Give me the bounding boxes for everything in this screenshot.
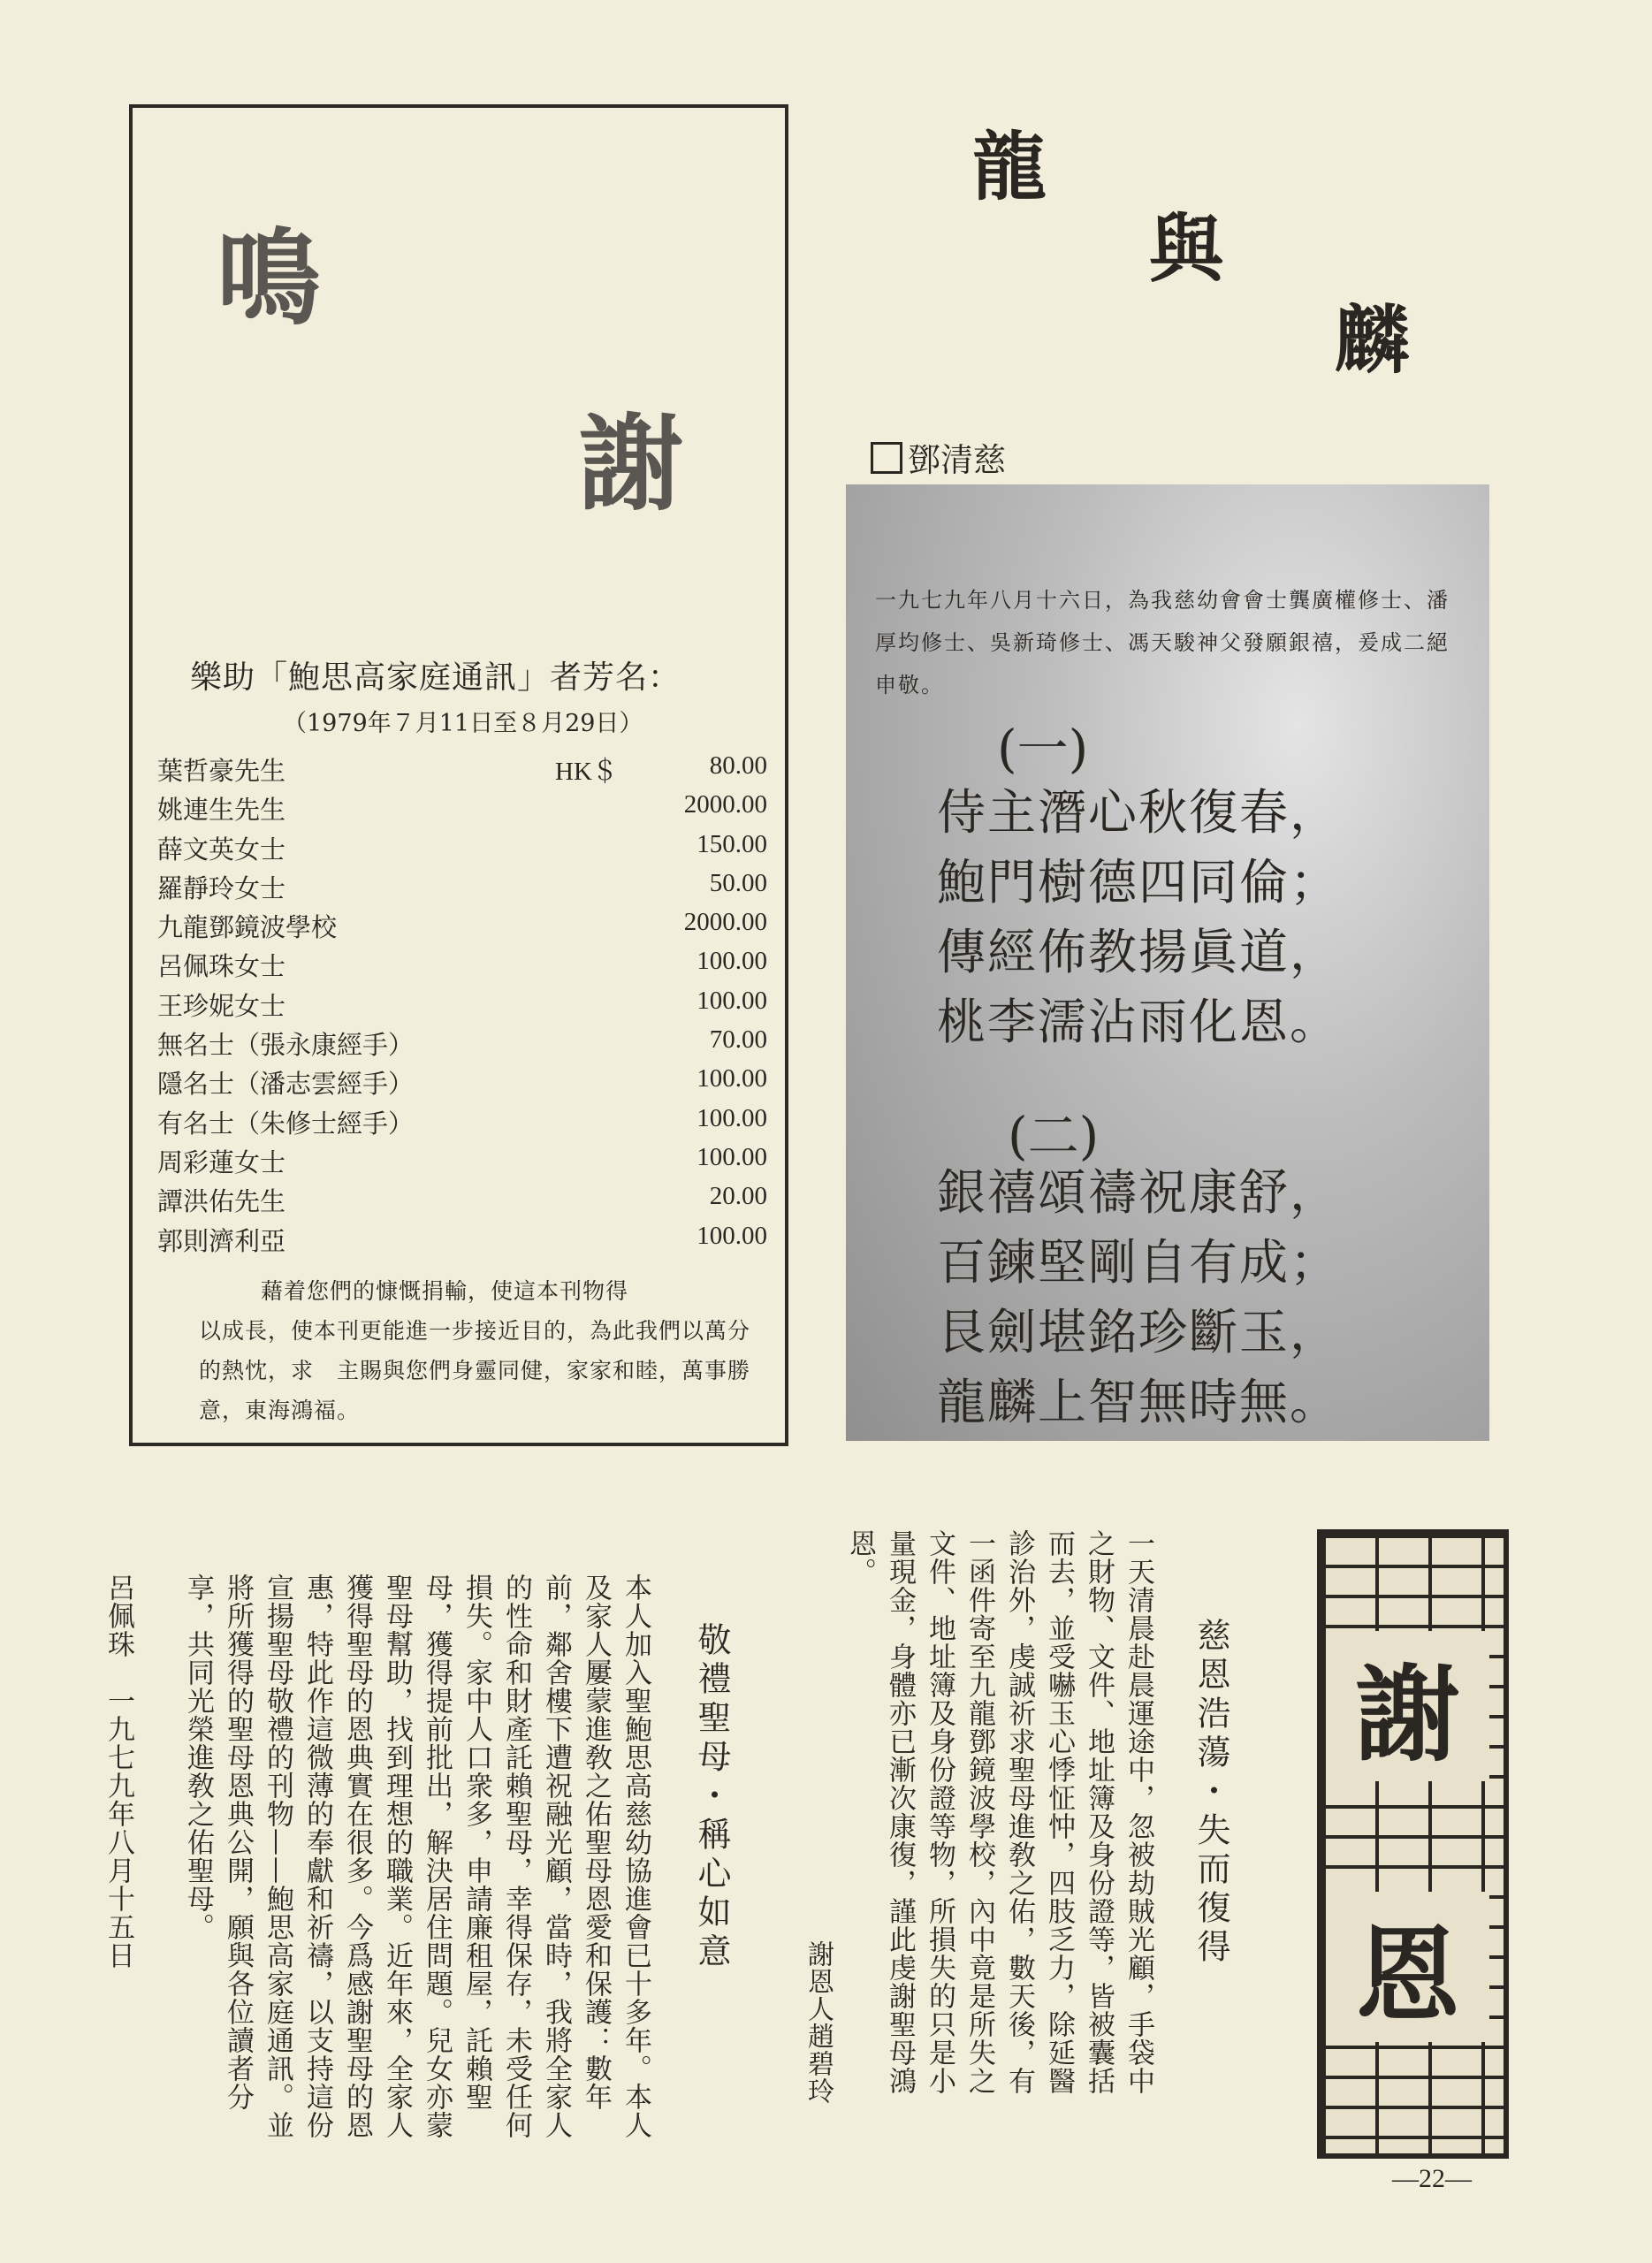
stamp-char-xie: 謝 — [1326, 1631, 1489, 1781]
donor-name: 隱名士（潘志雲經手） — [157, 1069, 415, 1100]
essay-2-signature: 謝恩人趙碧玲 — [803, 1940, 834, 2105]
donor-row — [157, 908, 776, 947]
donor-name: 周彩蓮女士 — [157, 1147, 286, 1177]
donor-row — [157, 1222, 776, 1261]
donor-amount: 20.00 — [709, 1182, 767, 1211]
thanks-note-rest: 以成長，使本刊更能進一步接近目的，為此我們以萬分的熱忱，求 主賜與您們身靈同健，家家和睦，萬事勝意，東海鴻福。 — [199, 1318, 751, 1423]
thanks-note — [199, 1271, 765, 1430]
poem-line: 百鍊堅剛自有成； — [937, 1234, 1341, 1291]
donor-name: 譚洪佑先生 — [157, 1186, 286, 1217]
essay-1-body — [103, 1573, 655, 2157]
poem-byline — [871, 433, 1006, 481]
donor-amount: 100.00 — [697, 1103, 767, 1132]
donor-name: 葉哲豪先生 — [157, 756, 286, 786]
essay-1-title: 敬禮聖母・稱心如意 — [692, 1622, 731, 1972]
donor-list-period: （1979年７月11日至８月29日） — [283, 710, 643, 737]
donor-row — [157, 987, 776, 1025]
poem-part-1 — [937, 778, 1485, 1057]
poem-part-2-heading: (二) — [1008, 1106, 1100, 1166]
donor-amount: 100.00 — [697, 986, 767, 1015]
donor-row — [157, 751, 776, 790]
donor-name: 羅靜玲女士 — [157, 872, 286, 903]
donor-name: 王珍妮女士 — [157, 990, 286, 1021]
heading-ming: 鳴 — [217, 217, 322, 339]
poem-line: 艮劍堪銘珍斷玉， — [937, 1304, 1341, 1360]
poem-title-char-3: 麟 — [1335, 297, 1410, 384]
donor-amount: 70.00 — [709, 1025, 767, 1055]
poem-part-1-heading: (一) — [997, 719, 1089, 779]
essay-2-title: 慈恩浩蕩・失而復得 — [1191, 1618, 1230, 1968]
page-number: —22— — [1392, 2164, 1472, 2193]
donor-name: 姚連生先生 — [157, 795, 286, 826]
donor-amount: 100.00 — [697, 1142, 767, 1171]
poem-line: 桃李濡沾雨化恩。 — [937, 994, 1341, 1050]
donor-name: 九龍鄧鏡波學校 — [157, 912, 338, 943]
donor-row — [157, 1104, 776, 1143]
thanks-stamp-brick-frame — [1317, 1529, 1509, 2159]
donor-amount: 50.00 — [709, 868, 767, 897]
heading-xie: 謝 — [579, 403, 684, 525]
poem-line: 龍麟上智無時無。 — [937, 1374, 1341, 1430]
currency-label: HK＄ — [555, 758, 618, 786]
essay-2-body: 一天清晨赴晨運途中，忽被劫賊光顧，手袋中之財物、文件、地址簿及身份證等，皆被囊括而去，並受嚇玉心悸怔忡，四肢乏力，除延醫診治外，虔誠祈求聖母進敎之佑，數天後，有一函件寄至九龍鄧鏡波學校，內中竟是所失之文件、地址簿及身份證等物，所損失的只是小量現金，身體亦已漸次康復，謹此虔謝聖母鴻恩。 — [844, 1529, 1154, 2095]
donor-name: 薛文英女士 — [157, 834, 286, 865]
author-name: 鄧清慈 — [908, 441, 1006, 479]
stamp-char-en: 恩 — [1326, 1892, 1489, 2042]
donor-amount: 150.00 — [697, 829, 767, 858]
donor-amount: 80.00 — [709, 751, 767, 780]
poem-line: 銀禧頌禱祝康舒， — [937, 1164, 1341, 1221]
donor-list — [157, 751, 776, 1261]
donor-row — [157, 1143, 776, 1182]
square-bullet-icon — [871, 442, 902, 474]
donor-amount: 100.00 — [697, 1221, 767, 1250]
donor-row — [157, 947, 776, 986]
thanks-note-line-1: 藉着您們的慷慨捐輸，使這本刊物得 — [261, 1278, 629, 1304]
donor-name: 有名士（朱修士經手） — [157, 1108, 415, 1139]
donor-amount: 100.00 — [697, 947, 767, 976]
donor-row — [157, 830, 776, 869]
donor-row — [157, 1025, 776, 1064]
donor-amount: 2000.00 — [683, 790, 767, 819]
poem-line: 傳經佈教揚眞道， — [937, 924, 1341, 980]
donor-name: 無名士（張永康經手） — [157, 1030, 415, 1061]
essay-1-text: 本人加入聖鮑思高慈幼協進會已十多年。本人及家人屢蒙進敎之佑聖母恩愛和保護：數年前，鄰舍樓下遭祝融光顧，當時，我將全家人的性命和財產託賴聖母，幸得保存，未受任何損失。家中人口衆多，申請廉租屋，託賴聖母，獲得提前批出，解決居住問題。兒女亦蒙聖母幫助，找到理想的職業。近年來，全家人獲得聖母的恩典實在很多。今爲感謝聖母的恩惠，特此作這微薄的奉獻和祈禱，以支持這份宣揚聖母敬禮的刊物——鮑思高家庭通訊。並將所獲得的聖母恩典公開，願與各位讀者分享，共同光榮進敎之佑聖母。 — [182, 1573, 651, 2139]
poem-title-char-2: 與 — [1149, 206, 1224, 293]
donor-amount: 100.00 — [697, 1064, 767, 1093]
donor-name: 呂佩珠女士 — [157, 951, 286, 982]
donor-list-title: 樂助「鮑思高家庭通訊」者芳名： — [190, 659, 681, 696]
donor-row — [157, 1182, 776, 1221]
donor-row — [157, 869, 776, 908]
donor-name: 郭則濟利亞 — [157, 1225, 286, 1256]
poem-part-2 — [937, 1158, 1485, 1437]
essay-1-signature: 呂佩珠 一九七九年八月十五日 — [103, 1573, 134, 1970]
donor-row — [157, 790, 776, 829]
poem-title-char-1: 龍 — [972, 124, 1047, 210]
donor-amount: 2000.00 — [683, 908, 767, 937]
poem-line: 鮑門樹德四同倫； — [937, 854, 1341, 911]
poem-line: 侍主潛心秋復春， — [937, 784, 1341, 841]
poem-intro: 一九七九年八月十六日，為我慈幼會會士龔廣權修士、潘厚均修士、吳新琦修士、馮天駿神父發願銀禧，爰成二絕申敬。 — [875, 588, 1450, 697]
donor-row — [157, 1064, 776, 1103]
